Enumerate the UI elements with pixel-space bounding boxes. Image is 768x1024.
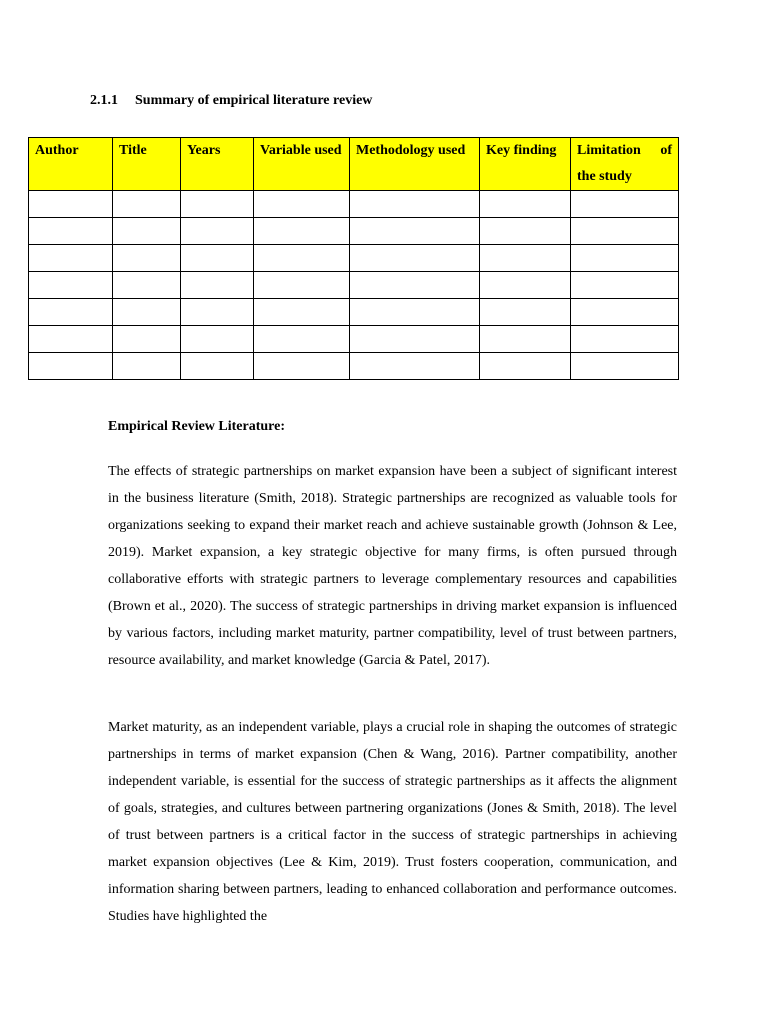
table-cell bbox=[350, 272, 480, 299]
section-number: 2.1.1 bbox=[90, 93, 118, 108]
table-cell bbox=[350, 353, 480, 380]
table-cell bbox=[113, 272, 181, 299]
table-cell bbox=[480, 218, 571, 245]
table-row bbox=[29, 326, 679, 353]
table-cell bbox=[571, 218, 679, 245]
table-cell bbox=[113, 326, 181, 353]
header-limitation: Limitation of the study bbox=[571, 138, 679, 191]
table-row bbox=[29, 218, 679, 245]
table-cell bbox=[29, 299, 113, 326]
table-cell bbox=[181, 218, 254, 245]
header-variable-used: Variable used bbox=[254, 138, 350, 191]
table-cell bbox=[350, 191, 480, 218]
section-heading bbox=[90, 93, 372, 109]
table-cell bbox=[350, 245, 480, 272]
table-cell bbox=[571, 353, 679, 380]
header-key-finding: Key finding bbox=[480, 138, 571, 191]
table-cell bbox=[480, 272, 571, 299]
header-years: Years bbox=[181, 138, 254, 191]
table-row bbox=[29, 191, 679, 218]
table-cell bbox=[181, 326, 254, 353]
header-title: Title bbox=[113, 138, 181, 191]
table-cell bbox=[571, 272, 679, 299]
table-cell bbox=[571, 245, 679, 272]
table-cell bbox=[181, 245, 254, 272]
section-title: Summary of empirical literature review bbox=[135, 93, 373, 108]
table-cell bbox=[480, 353, 571, 380]
table-cell bbox=[113, 299, 181, 326]
table-cell bbox=[29, 245, 113, 272]
table-cell bbox=[350, 326, 480, 353]
table-cell bbox=[181, 191, 254, 218]
table-cell bbox=[350, 299, 480, 326]
table-cell bbox=[480, 299, 571, 326]
table-body bbox=[29, 191, 679, 380]
table-row bbox=[29, 272, 679, 299]
table-cell bbox=[480, 191, 571, 218]
table-cell bbox=[254, 245, 350, 272]
table-cell bbox=[571, 191, 679, 218]
table-cell bbox=[113, 191, 181, 218]
table-cell bbox=[571, 326, 679, 353]
paragraph-2: Market maturity, as an independent variable, plays a crucial role in shaping the outcomes of strategic partnerships in terms of market expansion (Chen & Wang, 2016). Partner compatibility, another independent variable, is essential for the success of strategic partnerships as it affects the alignment of goals, strategies, and cultures between partnering organizations (Jones & Smith, 2018). The level of trust between partners is a critical factor in the success of strategic partnerships in achieving market expansion objectives (Lee & Kim, 2019). Trust fosters cooperation, communication, and information sharing between partners, leading to enhanced collaboration and performance outcomes. Studies have highlighted the bbox=[108, 720, 677, 924]
paragraph-1: The effects of strategic partnerships on market expansion have been a subject of significant interest in the business literature (Smith, 2018). Strategic partnerships are recognized as valuable tools for organizations seeking to expand their market reach and achieve sustainable growth (Johnson & Lee, 2019). Market expansion, a key strategic objective for many firms, is often pursued through collaborative efforts with strategic partners to leverage complementary resources and capabilities (Brown et al., 2020). The success of strategic partnerships in driving market expansion is influenced by various factors, including market maturity, partner compatibility, level of trust between partners, resource availability, and market knowledge (Garcia & Patel, 2017). bbox=[108, 464, 677, 668]
table-cell bbox=[254, 299, 350, 326]
table-row bbox=[29, 353, 679, 380]
table-cell bbox=[29, 191, 113, 218]
table-cell bbox=[181, 272, 254, 299]
table-cell bbox=[350, 218, 480, 245]
table-cell bbox=[480, 245, 571, 272]
table-header-row bbox=[29, 138, 679, 191]
review-heading: Empirical Review Literature: bbox=[108, 419, 286, 434]
table-cell bbox=[254, 218, 350, 245]
table-cell bbox=[254, 272, 350, 299]
table-cell bbox=[571, 299, 679, 326]
table-cell bbox=[29, 218, 113, 245]
table-cell bbox=[113, 245, 181, 272]
table-cell bbox=[254, 353, 350, 380]
table-row bbox=[29, 245, 679, 272]
table-row bbox=[29, 299, 679, 326]
table-cell bbox=[29, 353, 113, 380]
table-cell bbox=[181, 299, 254, 326]
table-cell bbox=[254, 191, 350, 218]
header-author: Author bbox=[29, 138, 113, 191]
table-cell bbox=[254, 326, 350, 353]
literature-summary-table bbox=[28, 137, 679, 380]
table-cell bbox=[29, 326, 113, 353]
table-cell bbox=[113, 353, 181, 380]
table-cell bbox=[480, 326, 571, 353]
table-cell bbox=[29, 272, 113, 299]
header-methodology-used: Methodology used bbox=[350, 138, 480, 191]
table-cell bbox=[181, 353, 254, 380]
table-cell bbox=[113, 218, 181, 245]
